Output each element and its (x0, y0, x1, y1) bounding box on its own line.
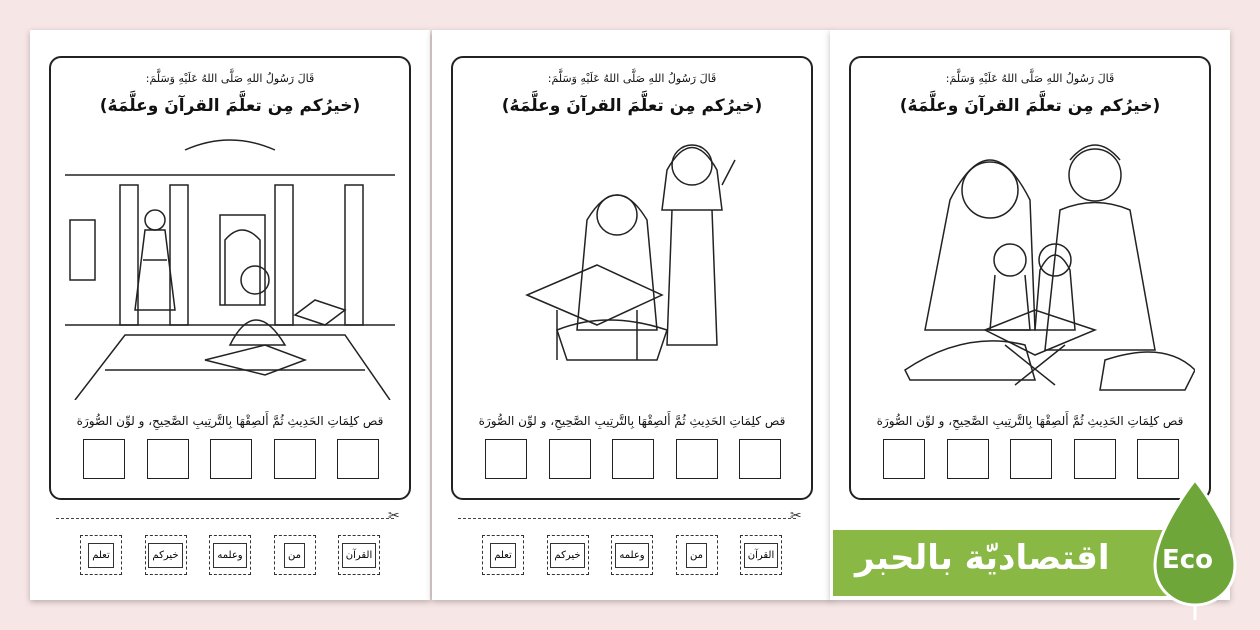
answer-box (210, 439, 252, 479)
hadith-title: (خيرُكم مِن تعلَّمَ القرآنَ وعلَّمَهُ) (899, 96, 1161, 116)
answer-boxes (485, 439, 781, 479)
mosque-illustration (65, 130, 395, 400)
answer-box (676, 439, 718, 479)
hadith-intro: قَالَ رَسُولُ اللهِ صَلَّى اللهُ عَلَيْهِ وَسَلَّمَ: (145, 72, 315, 85)
instruction-text: قص كلِمَاتِ الحَدِيثِ ثُمَّ أَلصِقْهَا بِالتَّرتِيبِ الصَّحِيحِ، و لوِّن الصُّورَة (478, 414, 786, 428)
word-card: وعلمه (611, 535, 653, 575)
instruction-text: قص كلِمَاتِ الحَدِيثِ ثُمَّ أَلصِقْهَا بِالتَّرتِيبِ الصَّحِيحِ، و لوِّن الصُّورَة (876, 414, 1184, 428)
answer-boxes (883, 439, 1179, 479)
word-card: القرآن (740, 535, 782, 575)
eco-badge: Eco (1162, 545, 1214, 575)
worksheet-frame (451, 56, 813, 500)
word-cards (80, 535, 380, 575)
answer-box (1074, 439, 1116, 479)
word-card: خيركم (547, 535, 589, 575)
word-card: وعلمه (209, 535, 251, 575)
cut-line (458, 518, 796, 519)
scissors-icon: ✂ (388, 508, 400, 524)
answer-box (337, 439, 379, 479)
word-card: من (676, 535, 718, 575)
answer-box (83, 439, 125, 479)
family-reading-illustration (865, 130, 1195, 400)
worksheet-1 (30, 30, 430, 600)
answer-box (883, 439, 925, 479)
word-card: القرآن (338, 535, 380, 575)
answer-box (947, 439, 989, 479)
answer-box (485, 439, 527, 479)
answer-box (1010, 439, 1052, 479)
answer-boxes (83, 439, 379, 479)
answer-box (274, 439, 316, 479)
word-card: تعلم (80, 535, 122, 575)
scissors-icon: ✂ (790, 508, 802, 524)
hadith-title: (خيرُكم مِن تعلَّمَ القرآنَ وعلَّمَهُ) (99, 96, 361, 116)
answer-box (549, 439, 591, 479)
word-card: خيركم (145, 535, 187, 575)
word-card: تعلم (482, 535, 524, 575)
cut-line (56, 518, 394, 519)
worksheet-frame (49, 56, 411, 500)
hadith-intro: قَالَ رَسُولُ اللهِ صَلَّى اللهُ عَلَيْهِ وَسَلَّمَ: (945, 72, 1115, 85)
worksheet-2 (432, 30, 832, 600)
girls-reading-illustration (467, 130, 797, 400)
answer-box (147, 439, 189, 479)
answer-box (739, 439, 781, 479)
instruction-text: قص كلِمَاتِ الحَدِيثِ ثُمَّ أَلصِقْهَا بِالتَّرتِيبِ الصَّحِيحِ، و لوِّن الصُّورَة (76, 414, 384, 428)
hadith-intro: قَالَ رَسُولُ اللهِ صَلَّى اللهُ عَلَيْهِ وَسَلَّمَ: (547, 72, 717, 85)
answer-box (1137, 439, 1179, 479)
answer-box (612, 439, 654, 479)
word-card: من (274, 535, 316, 575)
eco-banner-text: اقتصاديّة بالحبر (855, 538, 1110, 578)
hadith-title: (خيرُكم مِن تعلَّمَ القرآنَ وعلَّمَهُ) (501, 96, 763, 116)
word-cards (482, 535, 782, 575)
worksheet-frame (849, 56, 1211, 500)
